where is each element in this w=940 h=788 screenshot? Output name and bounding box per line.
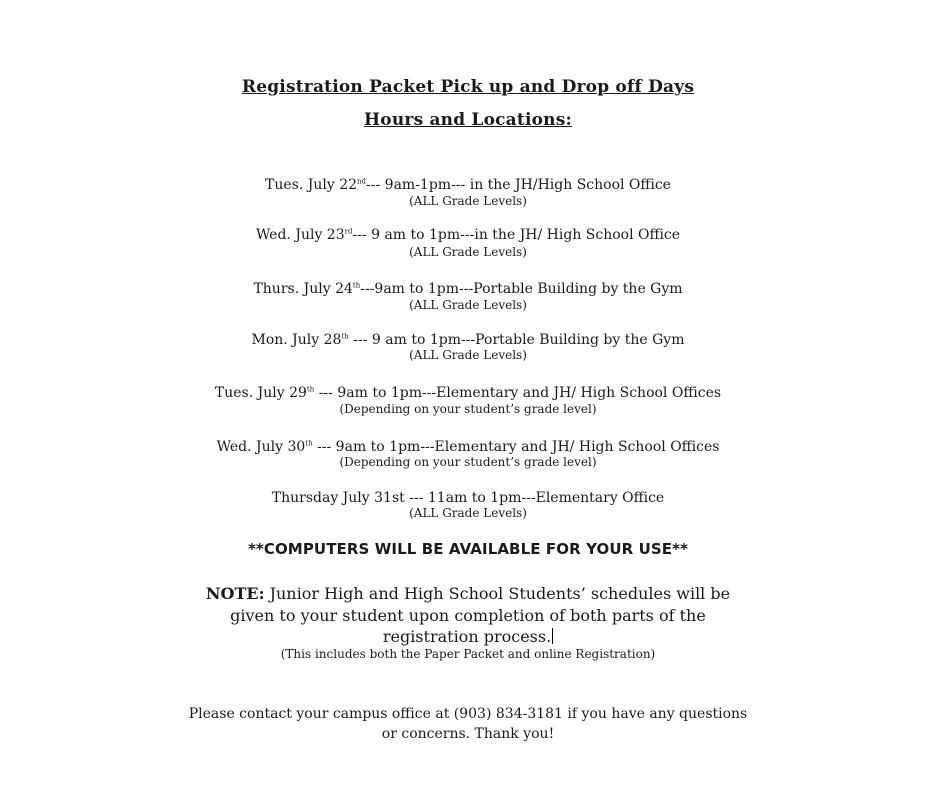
- note-text: registration process.: [382, 627, 552, 646]
- note-line: [0, 626, 936, 648]
- schedule-grade-note: (ALL Grade Levels): [409, 298, 527, 312]
- schedule-grade-note: (Depending on your student’s grade level): [339, 455, 597, 469]
- ordinal-suffix: rd: [344, 227, 353, 236]
- note-line: [0, 583, 936, 605]
- schedule-details: --- 9 am to 1pm---in the JH/ High School Office: [352, 227, 681, 243]
- page-subtitle: Hours and Locations:: [364, 110, 572, 130]
- ordinal-suffix: th: [306, 385, 315, 394]
- schedule-entry: [0, 384, 936, 402]
- ordinal-suffix: th: [352, 281, 361, 290]
- schedule-grade-note: (Depending on your student’s grade level): [339, 402, 597, 416]
- note-subtext: (This includes both the Paper Packet and online Registration): [280, 647, 656, 661]
- schedule-details: --- 9am to 1pm---Elementary and JH/ High School Offices: [314, 385, 722, 401]
- schedule-day: Wed. July 30: [216, 439, 306, 455]
- schedule-day: Thursday July 31st: [271, 490, 405, 506]
- contact-block: [0, 705, 936, 744]
- note-line: given to your student upon completion of both parts of the: [230, 605, 706, 625]
- schedule-details: --- 9am to 1pm---Elementary and JH/ High School Offices: [312, 439, 720, 455]
- ordinal-suffix: th: [341, 332, 349, 341]
- schedule-grade-note: (ALL Grade Levels): [409, 194, 527, 208]
- schedule-details: --- 9am-1pm--- in the JH/High School Office: [366, 177, 671, 193]
- schedule-day: Wed. July 23: [255, 227, 345, 243]
- schedule-entry: [0, 280, 936, 298]
- schedule-grade-note: (ALL Grade Levels): [409, 245, 527, 259]
- text-cursor: [552, 628, 553, 644]
- schedule-entry: [0, 331, 936, 349]
- ordinal-suffix: nd: [357, 177, 367, 186]
- schedule-details: --- 11am to 1pm---Elementary Office: [404, 490, 665, 506]
- schedule-details: --- 9 am to 1pm---Portable Building by the Gym: [348, 332, 685, 348]
- schedule-day: Tues. July 22: [265, 177, 358, 193]
- schedule-day: Tues. July 29: [214, 385, 307, 401]
- computers-notice: **COMPUTERS WILL BE AVAILABLE FOR YOUR USE**: [247, 540, 689, 558]
- schedule-day: Thurs. July 24: [253, 281, 353, 297]
- schedule-details: ---9am to 1pm---Portable Building by the Gym: [360, 281, 683, 297]
- schedule-entry: [0, 489, 936, 507]
- schedule-entry: [0, 226, 936, 244]
- note-text: Junior High and High School Students’ schedules will be: [264, 584, 731, 603]
- ordinal-suffix: th: [305, 439, 313, 448]
- contact-line: Please contact your campus office at (903) 834-3181 if you have any questions: [188, 706, 748, 722]
- schedule-entry: [0, 438, 936, 456]
- schedule-grade-note: (ALL Grade Levels): [409, 506, 527, 520]
- contact-line: or concerns. Thank you!: [381, 725, 555, 742]
- note-block: [0, 583, 936, 648]
- schedule-grade-note: (ALL Grade Levels): [409, 348, 527, 362]
- note-label: NOTE:: [205, 584, 265, 603]
- schedule-day: Mon. July 28: [251, 332, 342, 348]
- schedule-entry: [0, 176, 936, 194]
- page-title: Registration Packet Pick up and Drop off Days: [241, 77, 695, 97]
